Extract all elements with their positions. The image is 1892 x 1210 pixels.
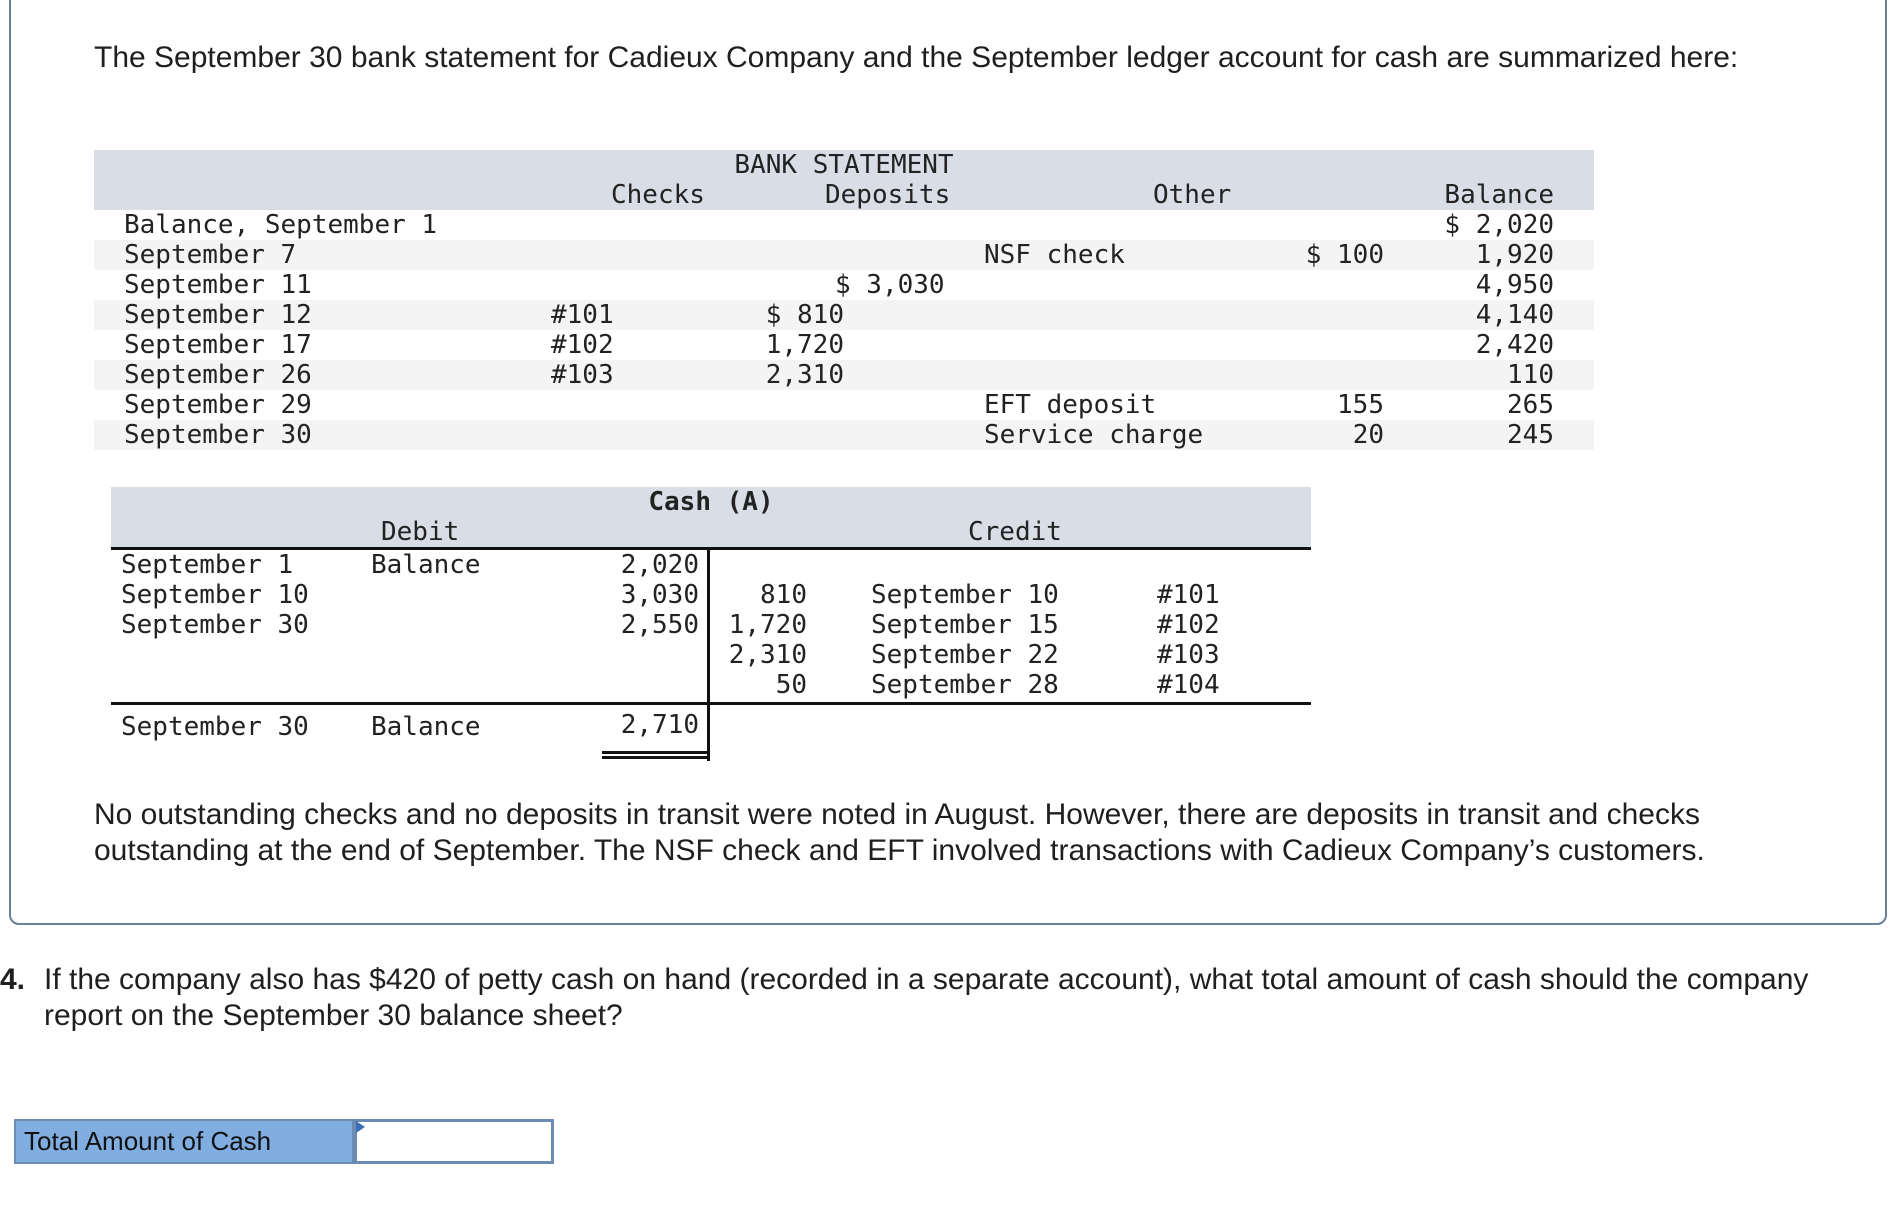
total-amount-of-cash-input[interactable] [354, 1119, 554, 1164]
bank-row-check-number: #101 [551, 300, 614, 330]
bank-row-label: September 29 [124, 390, 312, 420]
bank-row-other-description: Service charge [984, 420, 1204, 450]
question-text: If the company also has $420 of petty cash on hand (recorded in a separate account), what total amount of cash should the company report on the September 30 balance sheet? [44, 963, 1809, 1032]
checks-header: Checks [611, 180, 705, 210]
bank-row-label: September 12 [124, 300, 312, 330]
debit-row-description: Balance [371, 550, 481, 580]
bank-row-balance: $ 2,020 [1444, 210, 1554, 240]
deposits-header: Deposits [825, 180, 951, 210]
bank-row-balance: 4,950 [1475, 270, 1554, 300]
bank-row-label: Balance, September 1 [124, 210, 438, 240]
credit-row-reference: #101 [1157, 580, 1220, 610]
debit-row-date: September 10 [121, 580, 309, 610]
bank-row-other-amount: 20 [1352, 420, 1384, 450]
ending-desc: Balance [371, 712, 481, 742]
note-text: No outstanding checks and no deposits in transit were noted in August. However, there are deposits in transit and checks outstanding at the end of September. The NSF check and EFT involved transactions with Cadieux Company’s customers. [94, 798, 1705, 867]
bank-row-deposit: $ 3,030 [835, 270, 945, 300]
other-header: Other [1153, 180, 1232, 210]
ending-balance-double-underline [602, 756, 710, 759]
debit-row-date: September 1 [121, 550, 294, 580]
intro-text: The September 30 bank statement for Cadieux Company and the September ledger account for cash are summarized here: [94, 41, 1739, 74]
credit-label: Credit [968, 517, 1062, 547]
credit-row-reference: #103 [1157, 640, 1220, 670]
bank-row-label: September 30 [124, 420, 312, 450]
bank-row-other-amount: 155 [1337, 390, 1384, 420]
bank-row-other-amount: $ 100 [1305, 240, 1384, 270]
bank-row-check-amount: $ 810 [765, 300, 844, 330]
credit-row-date: September 28 [871, 670, 1059, 700]
bank-row-other-description: NSF check [984, 240, 1125, 270]
bank-row-balance: 1,920 [1475, 240, 1554, 270]
debit-row-amount: 2,550 [620, 610, 699, 640]
bank-row-check-number: #103 [551, 360, 614, 390]
credit-row-reference: #102 [1157, 610, 1220, 640]
credit-row-date: September 22 [871, 640, 1059, 670]
row-stripe [94, 360, 1594, 390]
bank-row-check-number: #102 [551, 330, 614, 360]
ending-amount: 2,710 [620, 710, 699, 740]
bank-row-check-amount: 2,310 [765, 360, 844, 390]
debit-row-amount: 3,030 [620, 580, 699, 610]
bank-row-balance: 245 [1507, 420, 1554, 450]
ending-balance-underline [602, 751, 710, 754]
t-account-bottom-rule [111, 702, 1311, 705]
balance-header: Balance [1444, 180, 1554, 210]
credit-row-amount: 2,310 [728, 640, 807, 670]
debit-row-date: September 30 [121, 610, 309, 640]
input-corner-marker [356, 1121, 365, 1133]
credit-row-amount: 1,720 [728, 610, 807, 640]
bank-row-label: September 11 [124, 270, 312, 300]
cash-account-title: Cash (A) [648, 487, 774, 517]
bank-row-label: September 17 [124, 330, 312, 360]
bank-row-balance: 2,420 [1475, 330, 1554, 360]
credit-row-date: September 10 [871, 580, 1059, 610]
credit-row-amount: 50 [775, 670, 807, 700]
bank-row-balance: 265 [1507, 390, 1554, 420]
credit-row-amount: 810 [760, 580, 807, 610]
bank-statement-table [94, 150, 1594, 450]
ending-date: September 30 [121, 712, 309, 742]
bank-row-balance: 110 [1507, 360, 1554, 390]
bank-statement-title: BANK STATEMENT [734, 150, 954, 180]
bank-row-label: September 26 [124, 360, 312, 390]
row-stripe [94, 300, 1594, 330]
credit-row-reference: #104 [1157, 670, 1220, 700]
problem-panel [9, 0, 1887, 925]
t-account-center-rule [707, 547, 710, 761]
credit-row-date: September 15 [871, 610, 1059, 640]
debit-row-amount: 2,020 [620, 550, 699, 580]
bank-row-balance: 4,140 [1475, 300, 1554, 330]
bank-row-other-description: EFT deposit [984, 390, 1157, 420]
cash-t-account [111, 487, 1311, 757]
bank-row-check-amount: 1,720 [765, 330, 844, 360]
question-number: 4. [0, 963, 26, 996]
bank-row-label: September 7 [124, 240, 297, 270]
debit-label: Debit [381, 517, 460, 547]
total-amount-of-cash-label: Total Amount of Cash [14, 1119, 354, 1164]
